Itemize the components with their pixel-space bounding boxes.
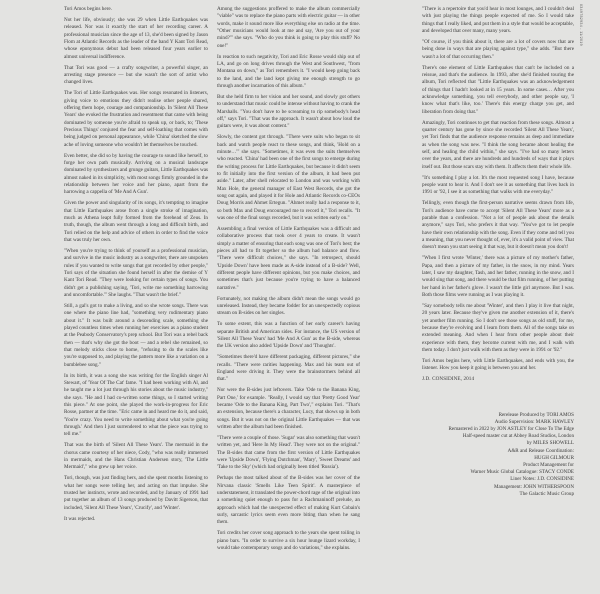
column-3-paragraph: Tellingly, even though the first-person narrative seems drawn from life, Tori's audience have come to accept 'Silent All These Years' more as a parable than a confession. "Not a lot of people ask about the details anymore," says Tori, who prefers it that way. "You've got to let people have their own relationship with the song. Even if they come and tell you a meaning, that you never thought of, ever, it's a valid point of view. That doesn't mean you start seeing it that way, but it doesn't mean you don't!: [422, 200, 574, 251]
liner-notes-column-1: [64, 6, 208, 526]
column-2-paragraph: Nor were the B-sides just leftovers. Take 'Ode to the Banana King, Part One,' for example. "Really, I would say that 'Pretty Good Year' became 'Ode to the Banana King, Part Two'," explains Tori. "That's an extension, because there's a character, Lucy, that shows up in both songs. But it was not on the original Little Earthquakes — that was written after the album had been finished.: [217, 387, 360, 430]
catalog-number: 0349782934 - 11/2019: [579, 4, 583, 46]
column-3-paragraph: "When I first wrote 'Winter,' there was a picture of my mother's father, Papa, and then a picture of my father, in the snow, in my mind. Years later, I saw my daughter, Tash, and her father, running in the snow, and I would sing that song, and there would be that film running, of her putting her hand in her father's glove. I wasn't the little girl anymore. But I was. Both those films were running as I was playing it.: [422, 255, 574, 298]
credit-line: HUGH GILMOUR: [534, 454, 574, 461]
column-1-paragraph: Given the power and singularity of its songs, it's tempting to imagine that Little Earthquakes arose from a single stroke of imagination, much as Athena leapt fully formed from the forehead of Zeus. In truth, though, the album went through a long and difficult birth, and Tori relied on the help and advice of others in order to find the voice that was truly her own.: [64, 200, 208, 243]
column-3-paragraph: "It's something I play a lot. It's the most requested song I have, because people want to hear it. And I don't see it as something that lives back in 1991 or '92, I see it as something that walks with me everyday.": [422, 174, 574, 196]
column-2-paragraph: Assembling a final version of Little Earthquakes was a difficult and collaborative process that took over 4 years to create. It wasn't simply a matter of ensuring that each song was one of Tori's best; the pieces all had to fit together so the album had balance and flow. "There were difficult choices," she says. "In retrospect, should 'Upside Down' have been made as A-side instead of a B-side? Well, different people have different opinions, but you make choices, and sometimes that's just because you're trying to have a balanced narrative.": [217, 226, 360, 291]
column-1-paragraph: It was rejected.: [64, 515, 96, 522]
liner-notes-column-3-body: [422, 6, 574, 373]
column-1-paragraph: That Tori was good — a crafty songwriter, a powerful singer, an arresting stage presence — but she wasn't the sort of artist who changed lives.: [64, 64, 208, 86]
credit-line: Half-speed master cut at Abbey Road Studios, London: [462, 433, 574, 440]
column-1-paragraph: That was the birth of 'Silent All These Years'. The mermaid in the chorus came courtesy of her niece, Cody, "who was really immersed in mermaids, and the Hans Christian Andersen story, 'The Little Mermaid'," who grew up her voice.: [64, 442, 208, 471]
column-3-paragraph: "Of course, if you think about it, there are a lot of covers now that are being done in ways that are playing against type," she adds. "But there wasn't a lot of that occurring then.": [422, 38, 574, 60]
credit-line: Rerelease Produced by TORI AMOS: [498, 411, 574, 418]
column-3-paragraph: Amazingly, Tori continues to get that reaction from these songs. Almost a quarter century has gone by since she recorded 'Silent All These Years', yet Tori finds that the audience response remains as deep and immediate as when the song was new. "I think the song became about healing the self, and healing the child within," she says. "I've had so many letters over the years, and there are hundreds and hundreds of ways that it plays itself out. But those scars stay with them. It affects them their whole life.: [422, 119, 574, 170]
column-2-paragraph: "Sometimes there'd have different packaging, different pictures," she recalls. "There were rarities happening. Max and his team out of England were driving it. They were the brainstormers behind all that.": [217, 354, 360, 383]
column-3-paragraph: Tori Amos begins here, with Little Earthquakes, and ends with you, the listener. How you keep it going is between you and her.: [422, 357, 574, 372]
column-2-paragraph: Fortunately, not making the album didn't mean the songs would go unreleased. Instead, they became fodder for an unexpectedly copious stream on B-sides on her singles.: [217, 295, 360, 317]
credit-line: Product Management for: [523, 461, 574, 468]
column-1-paragraph: Tori, though, was just finding hers, and she spent months listening to what her songs were telling her, and acting on that impulse. She trusted her instincts, wrote and recorded, and by January of 1991 had put together an album of 13 songs produced by Davitt Sigerson, that included, 'Silent All These Years', 'Crucify', and 'Winter'.: [64, 475, 208, 511]
column-3-paragraph: There's one element of Little Earthquakes that can't be included on a reissue, and that's the audience. In 1993, after she'd finished touring the album, Tori reflected that "Little Earthquakes was an acknowledgement of things that I hadn't looked at in 15 years. In some cases… After you acknowledge something, you tell everybody, and other people say, 'I know what that's like, too.' There's this energy charge you get, and liberation from doing that.": [422, 64, 574, 115]
liner-notes-column-2: [217, 6, 360, 556]
credit-line: The Galactic Music Group: [519, 490, 574, 497]
credit-line: A&R and Release Coordination:: [507, 447, 574, 454]
column-1-paragraph: Still, a gal's got to make a living, and so she wrote songs. There was one where the piano line had, "something very rudimentary piano about it." It was built around a descending scale, something she played countless times when running her exercises as a piano student at the Peabody Conservatory's prep school. But Tori was a rebel back then — that's why she got the boot — and a rebel she remained, so that melody sticks close to home, "refusing to do the scales like you're supposed to, and playing the pattern more like a variation on a bumblebee song.": [64, 302, 208, 368]
credit-line: Audio Supervision: MARK HAWLEY: [494, 418, 574, 425]
credit-line: Management: JOHN WITHERSPOON: [494, 483, 574, 490]
column-2-paragraph: Tori credits her cover song approach to the years she spent toiling in piano bars. "In order to survive a six hour lounge lizard workday, I would take contemporary songs and do variations," she explains.: [217, 530, 360, 551]
column-1-paragraph: The Tori of Little Earthquakes was. Her songs resonated in listeners, giving voice to emotions they didn't realise other people shared, offering them hope, courage and companionship. In 'Silent All These Years' she evoked the frustration and resentment that came with being dominated by someone you're afraid to speak up, or back, to; 'These Precious Things' conjured the fear and self-loathing that comes with being judged on personal appearance, while 'China' sketched the slow ache of loving someone who wouldn't let themselves be touched.: [64, 90, 208, 148]
column-2-paragraph: Perhaps the most talked about of the B-sides was her cover of the Nirvana classic 'Smells Like Teen Spirit'. A masterpiece of understatement, it translated the power-chord rage of the original into a something quiet enough to pass for a Rachmaninoff prelude, an approach which had the unexpected effect of making Kurt Cobain's surly, sarcastic lyrics seem even more biting than when he sang them.: [217, 475, 360, 526]
liner-notes-column-3: [422, 6, 574, 498]
credit-line: Liner Notes: J.D. CONSIDINE: [510, 476, 574, 483]
column-3-paragraph: "Say somebody tells me about 'Winter', and then I play it live that night, 20 years later. Because they've given me another extension of it, there's yet another film running. So I don't see those songs as old stuff, for me, because they're evolving and I learn from them. All of the songs take on extended meaning. And when I hear from other people about their experience with them, they become current with me, and I walk with them today. I don't just walk with them as they were in 1991 or '92.": [422, 302, 574, 353]
column-1-paragraph: Tori Amos begins here.: [64, 6, 112, 12]
credit-line: Warner Music Global Catalogue: STACY CONDE: [470, 469, 574, 476]
production-credits: [422, 412, 574, 498]
column-2-paragraph: "There were a couple of those. 'Sugar' was also something that wasn't written yet, and 'Here In My Head'. They were not on the original." The B-sides that came from the first version of Little Earthquakes were 'Upside Down', 'Flying Dutchman', 'Mary', 'Sweet Dreams' and 'Take to the Sky' (which had originally been titled 'Russia').: [217, 434, 360, 471]
credit-line: by MILES SHOWELL: [526, 440, 574, 447]
column-3-paragraph: "There is a repertoire that you'd hear in most lounges, and I couldn't deal with just playing the things people expected of me. So I would take things that I really liked, and put them in a style that would be acceptable, and developed that over many, many years.: [422, 6, 574, 35]
author-signature: J.D. CONSIDINE, 2014: [422, 376, 475, 383]
column-2-paragraph: To some extent, this was a function of her early career's having separate British and American sides. For instance, the US version of 'Silent All These Years' had 'Me And A Gun' as the B-side, whereas the UK version also added 'Upside Down' and 'Thoughts'.: [217, 321, 360, 350]
column-2-paragraph: Slowly, the content got through. "There were suits who began to sit back and watch people react to these songs, and think, 'Hold on a minute…'" she says. "Sometimes, it was even the suits themselves who reacted. 'China' had been one of the first songs to emerge during the writing process for Little Earthquakes, but because it didn't seem to fit initially into the first version of the album, it had been put aside." Later, after shell relocated to London and was working with Max Hole, the general manager of East West Records, she got the song out again, and played it for Hole and Atlantic Records co-CEOs Doug Morris and Ahmet Ertegun. "Ahmet really had a response to it, so both Max and Doug encouraged me to record it," Tori recalls. "It was one of the final songs recorded, but it was written early on.": [217, 134, 360, 222]
column-2-paragraph: Among the suggestions proffered to make the album commercially "viable" was to replace the piano parts with electric guitar — in other words, make it sound more like everything else on radio at the time. "Other musicians would look at me and say, 'Are you out of your mind?'" she says. "Who do you think is going to play this stuff? No one!": [217, 6, 360, 49]
credit-line: Remastered in 2022 by JON ASTLEY for Close To The Edge: [448, 425, 574, 432]
column-1-paragraph: Even better, she did so by having the courage to sound like herself, to forge her own path musically. Arriving on a musical landscape dominated by synthesizers and grunge guitars, Little Earthquakes was almost naked in its simplicity, with most songs firmly grounded in the relationship between her voice and her piano, apart from the harrowing a cappella of 'Me And A Gun'.: [64, 152, 208, 196]
column-1-paragraph: In its birth, it was a song she was writing for the English singer Al Stewart, of 'Year Of The Cat' fame. "I had been working with Al, and he taught me a lot just through his stories about the music industry," she says. "He and I had co-written some things, so I started writing this piece." At one point, she played the work-in-progress for Eric Rosse, partner at the time. "Eric came in and heard me do it, and said, 'You're crazy. You need to write something about what you're going through.' And then I just surrendered to what the piece was trying to tell me.": [64, 372, 208, 438]
column-2-paragraph: But she held firm to her vision and her sound, and slowly got others to understand that music could be intense without having to crank the Marshalls. "You don't have to be screaming to rip somebody's head off," says Tori. "That was the approach. It wasn't about how loud the guitars were, it was about content.": [217, 93, 360, 130]
column-1-paragraph: Not her life, obviously; she was 29 when Little Earthquakes was released. Nor was it exactly the start of her recording career. A professional musician since the age of 13, she'd been signed by Jason Flom at Atlantic Records as the leader of the band Y Kant Tori Read, whose eponymous debut had been released four years earlier to almost universal indifference.: [64, 16, 208, 60]
column-1-paragraph: "When you're trying to think of yourself as a professional musician, and survive in the music industry as a songwriter, there are unspoken rules if you wanted to write songs that got recorded by other people," Tori says of the situation she found herself in after the demise of Y Kant Tori Read. "They were looking for certain types of songs. You didn't get a publishing saying, 'Tori, write me something harrowing and uncomfortable.'" She laughs. "That wasn't the brief.": [64, 247, 208, 298]
column-2-paragraph: In reaction to such negativity, Tori and Eric Rosse would ship out of LA, and go on long drives through the West and Southwest, "from Montana on down," as Tori remembers it. "I would keep going back to the land, and the land kept giving me enough strength to go through another incarnation of this album.": [217, 53, 360, 90]
